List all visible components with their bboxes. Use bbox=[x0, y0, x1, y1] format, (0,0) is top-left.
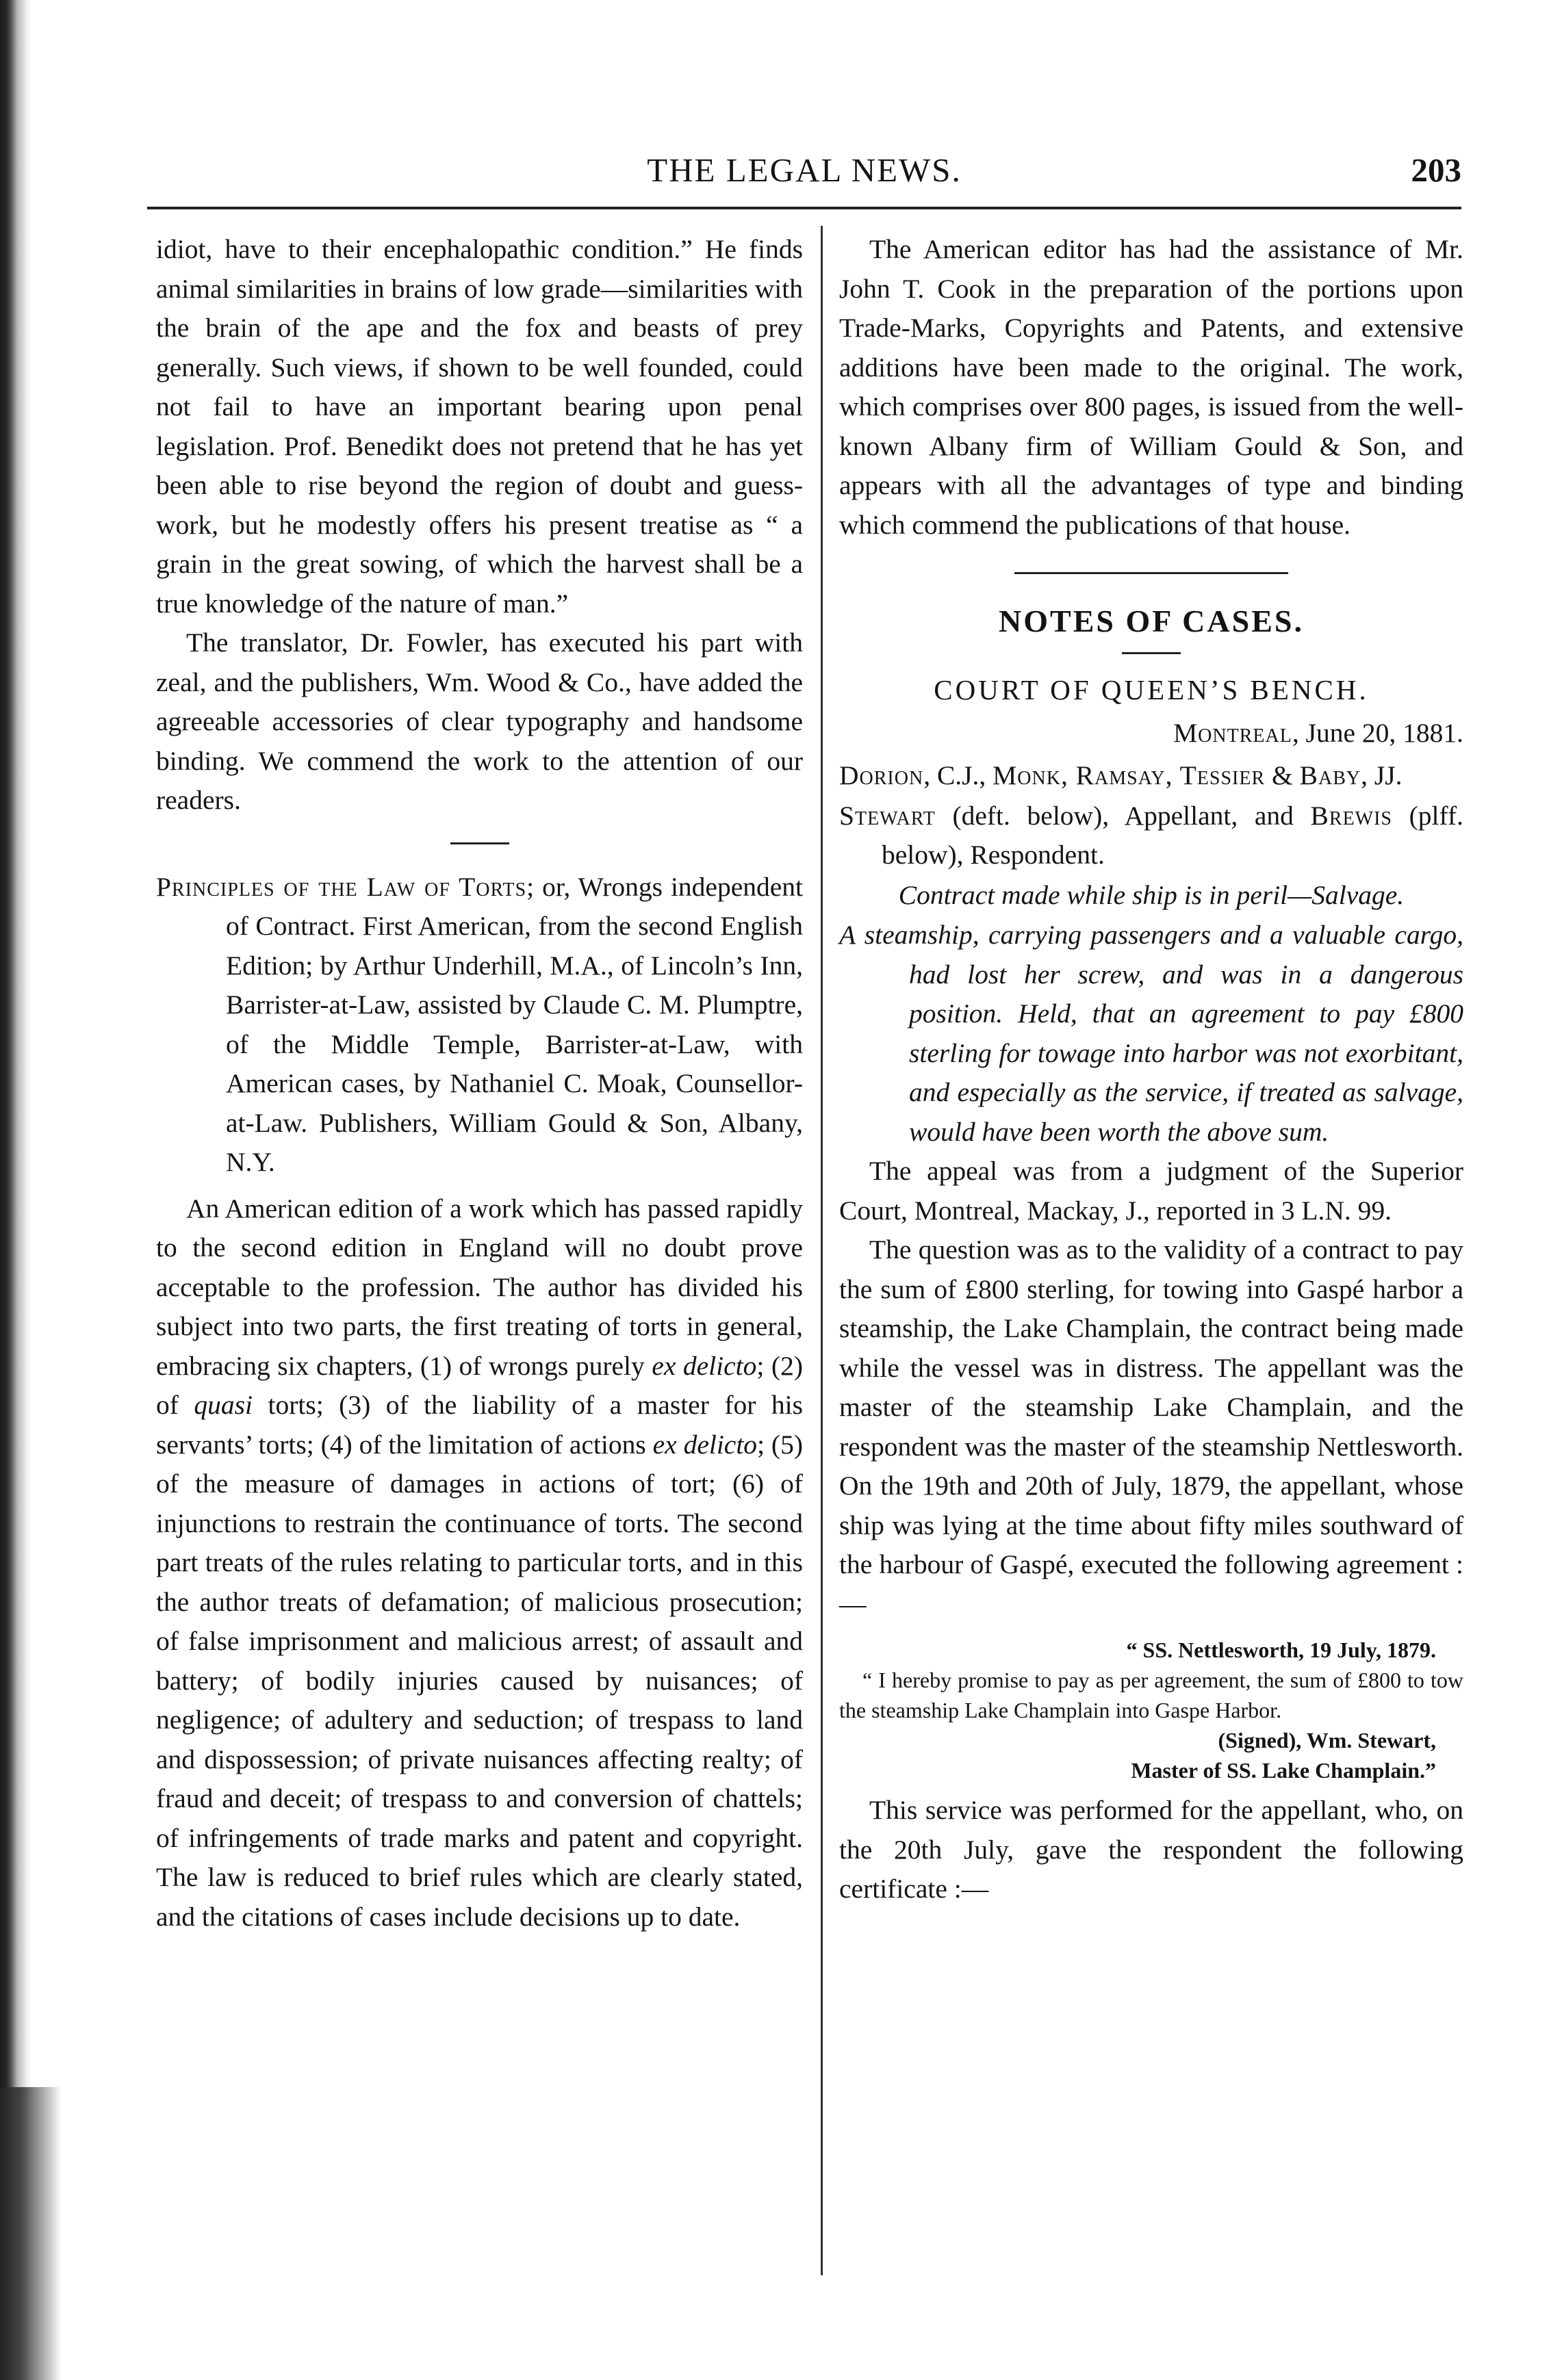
book-title: Principles of the Law of Torts bbox=[156, 871, 527, 902]
header-rule bbox=[147, 207, 1461, 209]
book-notice-body: ; or, Wrongs independent of Contract. First American, from the second English Edition; by Arthur Underhill, M.A., of Lincoln’s Inn, Barrister-at-Law, assisted by Claude C. M. Plumptre, of the Middle Temple, Barrister-at-Law, with American cases, by Nathaniel C. Moak, Counsellor-at-Law. Publishers, William Gould & Son, Albany, N.Y. bbox=[226, 871, 803, 1177]
italic-term: ex delicto bbox=[652, 1350, 757, 1381]
text-run: An American edition of a work which has passed rapidly to the second edition in England will no doubt prove acceptable to the profession. The author has divided his subject into two parts, the first treating of torts in general, embracing six chapters, (1) of wrongs purely bbox=[156, 1193, 803, 1381]
quoted-agreement bbox=[839, 1635, 1463, 1785]
respondent-name: Brewis bbox=[1310, 801, 1392, 831]
running-title: THE LEGAL NEWS. bbox=[647, 151, 962, 189]
scan-binding-edge bbox=[0, 0, 31, 2380]
judge-name: Dorion bbox=[839, 760, 924, 790]
column-divider bbox=[821, 226, 823, 2275]
heading-rule bbox=[1122, 652, 1181, 654]
right-column bbox=[839, 230, 1463, 1909]
book-notice bbox=[156, 868, 803, 1182]
case-topic: Contract made while ship is in peril—Salvage. bbox=[898, 880, 1405, 910]
paragraph: The translator, Dr. Fowler, has executed his part with zeal, and the publishers, Wm. Wood & Co., have added the agreeable accessories of clear typography and handsome binding. We commend the work to the attention of our readers. bbox=[156, 628, 803, 815]
left-column bbox=[156, 230, 803, 1937]
agreement-signature-title: Master of SS. Lake Champlain.” bbox=[1131, 1758, 1436, 1783]
text-run: & bbox=[1265, 760, 1300, 790]
section-heading: NOTES OF CASES. bbox=[999, 604, 1304, 638]
text-run: ; (2) of bbox=[156, 1350, 803, 1420]
place: Montreal bbox=[1173, 718, 1292, 748]
court-name: COURT OF QUEEN’S BENCH. bbox=[934, 674, 1369, 706]
agreement-body: “ I hereby promise to pay as per agreement, the sum of £800 to tow the steamship Lake Champlain into Gaspe Harbor. bbox=[839, 1668, 1463, 1722]
text-run: , C.J., bbox=[923, 760, 993, 790]
paragraph: The appeal was from a judgment of the Superior Court, Montreal, Mackay, J., reported in 3 L.N. 99. bbox=[839, 1156, 1463, 1226]
section-divider bbox=[450, 842, 509, 844]
text-run: (deft. below), Appellant, and bbox=[935, 801, 1311, 831]
paragraph bbox=[156, 1189, 803, 1937]
paragraph: idiot, have to their encephalopathic condition.” He finds animal similarities in brains of low grade—similarities with the brain of the ape and the fox and beasts of prey generally. Such views, if shown to be well founded, could not fail to have an important bearing upon penal legislation. Prof. Benedikt does not pretend that he has yet been able to rise beyond the region of doubt and guess-work, but he modestly offers his present treatise as “ a grain in the great sowing, of which the harvest shall be a true knowledge of the nature of man.” bbox=[156, 234, 803, 619]
text-run: ; (5) of the measure of damages in actions of tort; (6) of injunctions to restrain the continuance of torts. The second part treats of the rules relating to particular torts, and in this the author treats of defamation; of malicious prosecution; of false imprisonment and malicious arrest; of assault and battery; of bodily injuries caused by nuisances; of negligence; of adultery and seduction; of trespass to land and dispossession; of private nuisances affecting realty; of fraud and deceit; of trespass to and conversion of chattels; of infringements of trade marks and patent and copyright. The law is reduced to brief rules which are clearly stated, and the citations of cases include decisions up to date. bbox=[156, 1429, 803, 1932]
judge-name: Monk, Ramsay, Tessier bbox=[993, 760, 1266, 790]
appellant-name: Stewart bbox=[839, 801, 936, 831]
paragraph: The American editor has had the assistance of Mr. John T. Cook in the preparation of the portions upon Trade-Marks, Copyrights and Patents, and extensive additions have been made to the original. The work, which comprises over 800 pages, is issued from the well-known Albany firm of William Gould & Son, and appears with all the advantages of type and binding which commend the publications of that house. bbox=[839, 234, 1463, 540]
judge-name: Baby bbox=[1299, 760, 1361, 790]
dateline bbox=[839, 712, 1463, 754]
text-run: (plff. below), Respondent. bbox=[882, 801, 1463, 870]
agreement-heading: “ SS. Nettlesworth, 19 July, 1879. bbox=[1126, 1638, 1436, 1662]
page-number: 203 bbox=[1411, 151, 1461, 189]
text-run: , JJ. bbox=[1361, 760, 1403, 790]
section-divider bbox=[1014, 572, 1288, 574]
date: , June 20, 1881. bbox=[1292, 718, 1463, 748]
paragraph: The question was as to the validity of a contract to pay the sum of £800 sterling, for towing into Gaspé harbor a steamship, the Lake Champlain, the contract being made while the vessel was in distress. The appellant was the master of the steamship Lake Champlain, and the respondent was the master of the steamship Nettlesworth. On the 19th and 20th of July, 1879, the appellant, whose ship was lying at the time about fifty miles southward of the harbour of Gaspé, executed the following agreement :— bbox=[839, 1234, 1463, 1619]
judges-line bbox=[839, 754, 1463, 797]
scan-shadow bbox=[0, 2087, 62, 2380]
case-parties bbox=[839, 797, 1463, 875]
agreement-signature: (Signed), Wm. Stewart, bbox=[1218, 1728, 1436, 1752]
case-syllabus: A steamship, carrying passengers and a valuable cargo, had lost her screw, and was in a dangerous position. Held, that an agreement to pay £800 sterling for towage into harbor was not exorbitant, and especially as the service, if treated as salvage, would have been worth the above sum. bbox=[839, 920, 1463, 1147]
italic-term: ex delicto bbox=[652, 1429, 758, 1460]
paragraph: This service was performed for the appellant, who, on the 20th July, gave the respondent the following certificate :— bbox=[839, 1795, 1463, 1904]
text-run: torts; (3) of the liability of a master for his servants’ torts; (4) of the limitation of actions bbox=[156, 1390, 803, 1460]
italic-term: quasi bbox=[194, 1390, 253, 1420]
page-header bbox=[147, 148, 1461, 196]
